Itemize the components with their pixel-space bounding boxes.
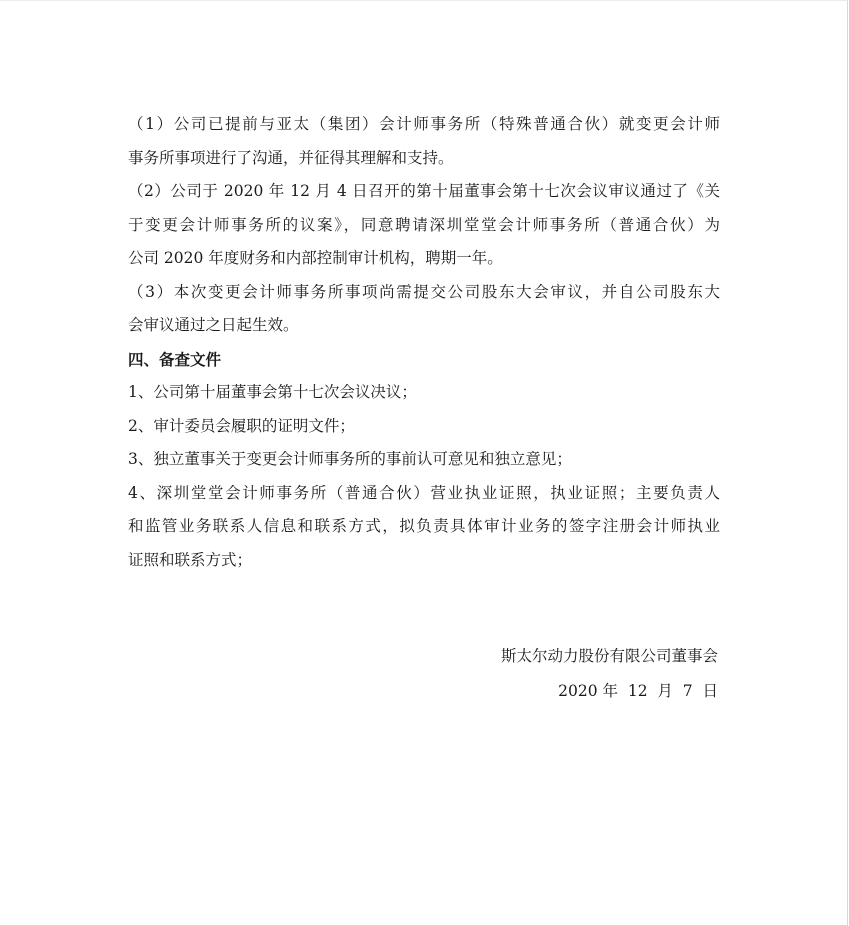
section-heading: 四、备查文件	[128, 349, 222, 369]
reference-item-4-line-1: 4、深圳堂堂会计师事务所（普通合伙）营业执业证照，执业证照；主要负责人	[128, 483, 720, 502]
paragraph-3	[128, 276, 720, 343]
reference-item-4	[128, 477, 720, 578]
paragraph-1-line-2: 事务所事项进行了沟通，并征得其理解和支持。	[128, 148, 454, 167]
paragraph-1-line-1: （1）公司已提前与亚太（集团）会计师事务所（特殊普通合伙）就变更会计师	[128, 115, 720, 133]
paragraph-3-line-1: （3）本次变更会计师事务所事项尚需提交公司股东大会审议，并自公司股东大	[128, 282, 720, 301]
document-body	[128, 108, 720, 577]
signature-date: 2020 年 12 月 7 日	[558, 682, 718, 700]
reference-list	[128, 376, 720, 577]
paragraph-2-line-1: （2）公司于 2020 年 12 月 4 日召开的第十届董事会第十七次会议审议通过了《关	[128, 182, 720, 200]
signature-block	[501, 639, 718, 709]
reference-item-4-line-2: 和监管业务联系人信息和联系方式，拟负责具体审计业务的签字注册会计师执业	[128, 517, 720, 535]
reference-item-1: 1、公司第十届董事会第十七次会议决议；	[128, 383, 417, 401]
reference-item-2: 2、审计委员会履职的证明文件；	[128, 416, 355, 435]
signature-company: 斯太尔动力股份有限公司董事会	[500, 647, 718, 665]
paragraph-2-line-3: 公司 2020 年度财务和内部控制审计机构，聘期一年。	[128, 249, 503, 267]
reference-item-4-line-3: 证照和联系方式；	[128, 550, 253, 569]
paragraph-3-line-2: 会审议通过之日起生效。	[128, 316, 299, 334]
paragraph-1	[128, 108, 720, 175]
paragraph-2-line-2: 于变更会计师事务所的议案》，同意聘请深圳堂堂会计师事务所（普通合伙）为	[128, 215, 720, 234]
reference-item-3: 3、独立董事关于变更会计师事务所的事前认可意见和独立意见；	[128, 450, 572, 468]
paragraph-2	[128, 175, 720, 276]
